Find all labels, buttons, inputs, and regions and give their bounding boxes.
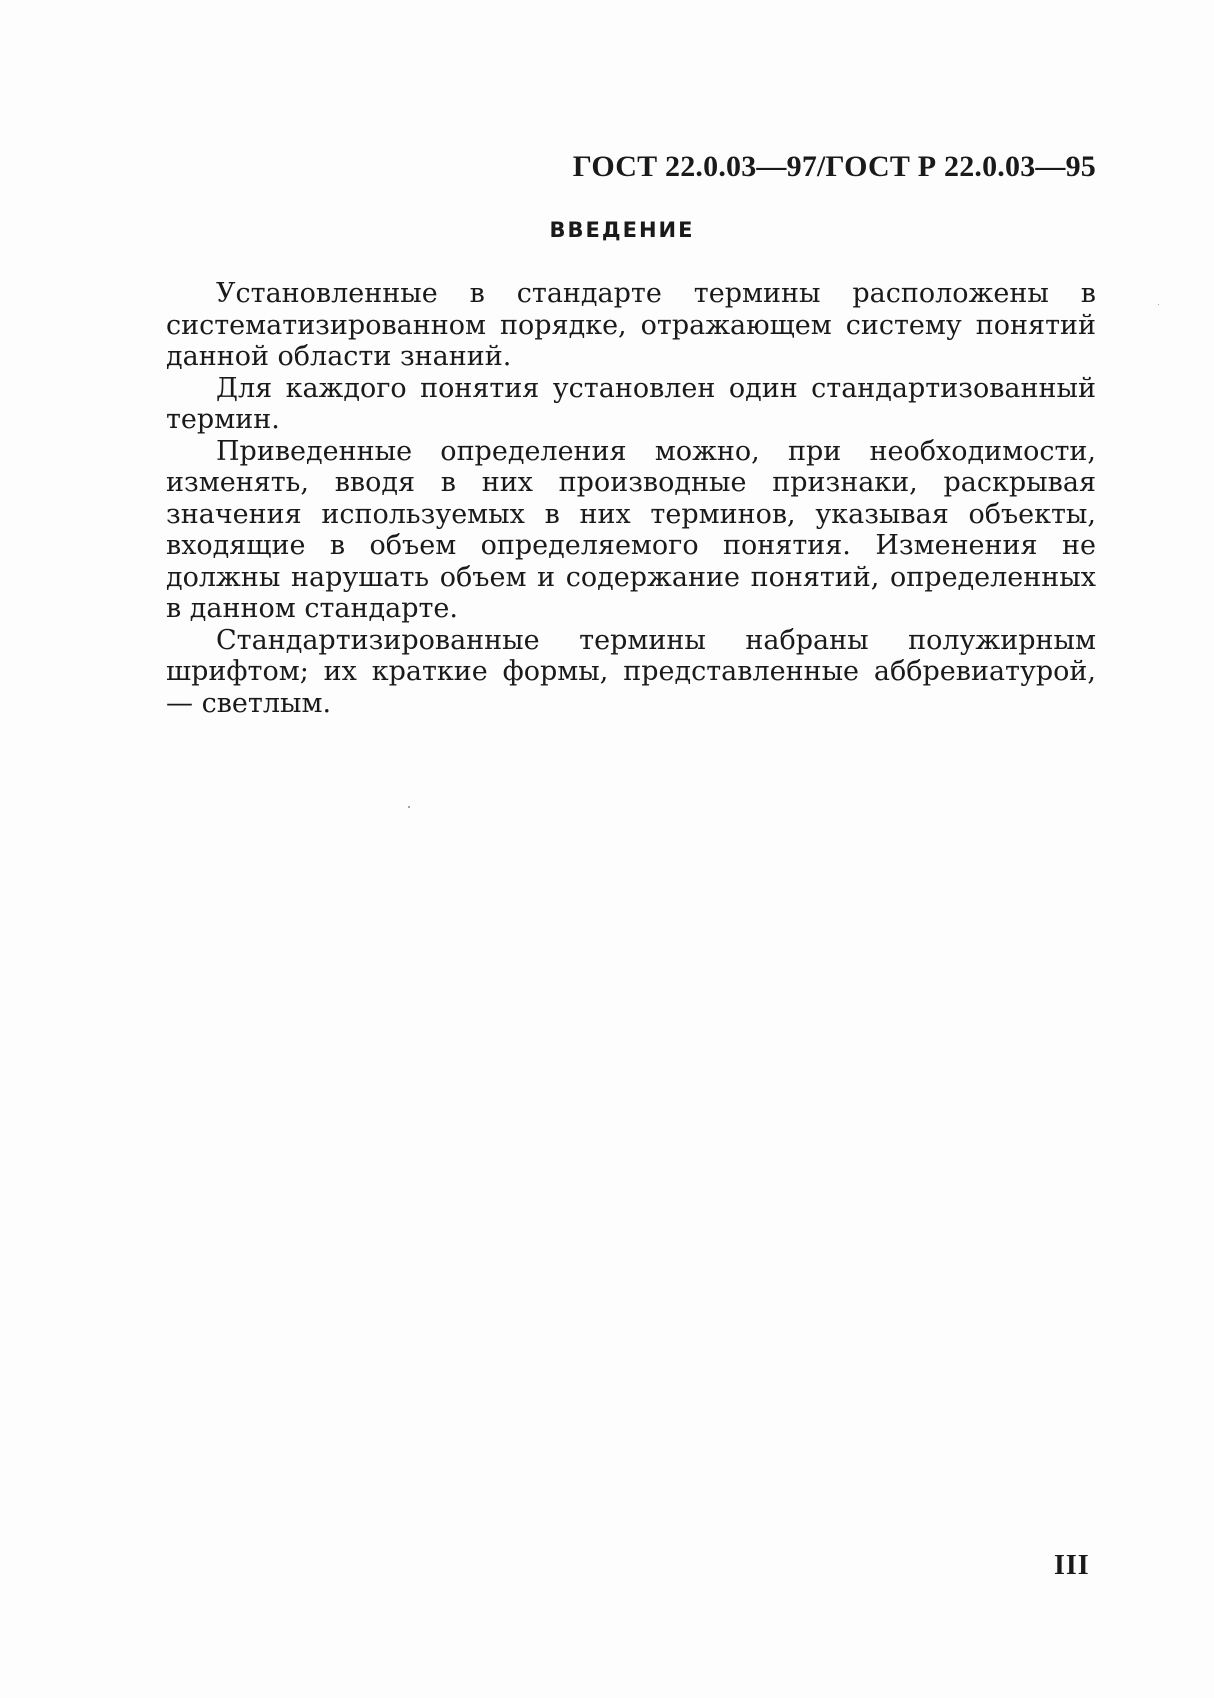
- paragraph: Для каждого понятия установлен один стандартизованный термин.: [166, 372, 1096, 435]
- body-text: [166, 278, 1096, 719]
- paragraph: Установленные в стандарте термины расположены в систематизированном порядке, отражающем систему понятий данной области знаний.: [166, 278, 1096, 372]
- section-title: ВВЕДЕНИЕ: [549, 218, 695, 242]
- paragraph: Приведенные определения можно, при необходимости, изменять, вводя в них производные признаки, раскрывая значения используемых в них терминов, указывая объекты, входящие в объем определяемого понятия. Изменения не должны нарушать объем и содержание понятий, определенных в данном стандарте.: [166, 435, 1096, 624]
- scan-speck: [1158, 304, 1159, 305]
- document-header: ГОСТ 22.0.03—97/ГОСТ Р 22.0.03—95: [572, 150, 1096, 183]
- scan-speck: [408, 806, 410, 808]
- page-number: III: [1054, 1550, 1090, 1581]
- paragraph: Стандартизированные термины набраны полужирным шрифтом; их краткие формы, представленные аббревиатурой, — светлым.: [166, 624, 1096, 719]
